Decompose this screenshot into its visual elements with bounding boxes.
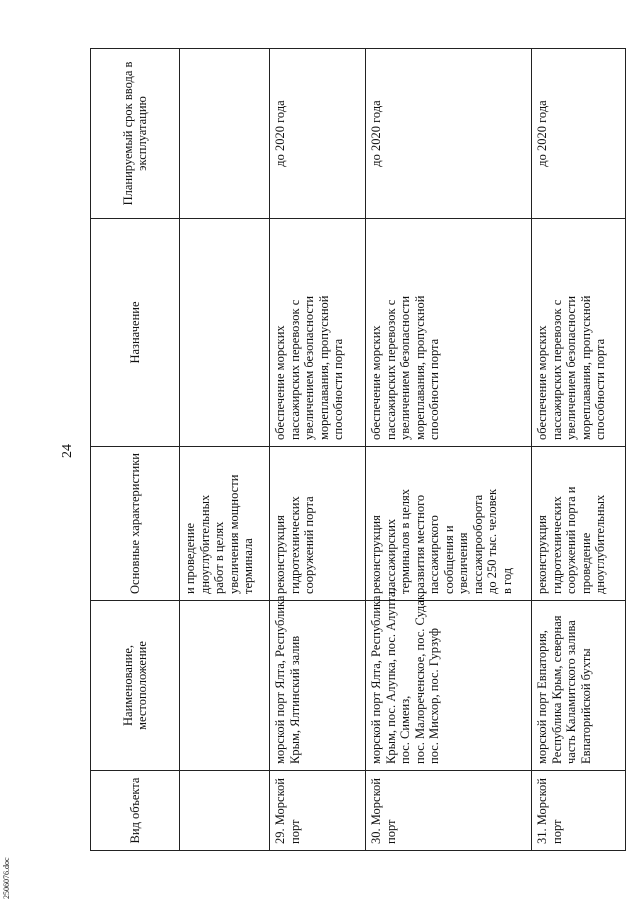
text-line: увеличения: [456, 532, 470, 594]
text-line: обеспечение морских: [273, 325, 287, 440]
text-line: и проведение: [183, 522, 197, 594]
cell-name: [532, 601, 626, 771]
text-line: мореплавания, пропускной: [412, 295, 427, 440]
cont-term: [180, 49, 270, 219]
cell-characteristics: [270, 447, 366, 601]
header-term: Планируемый срок ввода в эксплуатацию: [91, 49, 180, 219]
cell-kind: 29. Морской порт: [270, 771, 366, 851]
table-row: [532, 49, 626, 851]
text-line: дноуглубительных: [197, 494, 212, 594]
text-line: обеспечение морских: [369, 325, 383, 440]
cell-kind: 31. Морской порт: [532, 771, 626, 851]
cell-kind: 30. Морской порт: [366, 771, 532, 851]
text-line: увеличения мощности: [226, 474, 241, 594]
cont-name: [180, 601, 270, 771]
text-line: терминалов в целях: [398, 488, 412, 594]
text-line: до 250 тыс. человек: [485, 488, 499, 594]
cell-characteristics: [366, 447, 532, 601]
text-line: мореплавания, пропускной: [578, 295, 593, 440]
text-line: пассажирских перевозок с: [549, 299, 564, 440]
text-line: проведение: [578, 532, 593, 594]
header-characteristics: Основные характеристики: [91, 447, 180, 601]
cell-characteristics: [532, 447, 626, 601]
text-line: пассажирских перевозок с: [383, 299, 398, 440]
cell-purpose: [270, 219, 366, 447]
text-line: работ в целях: [212, 521, 226, 594]
text-line: морской порт Ялта, Республика: [369, 595, 383, 764]
cell-term: до 2020 года: [270, 49, 366, 219]
text-line: сооружений порта: [302, 496, 316, 594]
text-line: развития местного: [412, 494, 427, 594]
text-line: реконструкция: [535, 515, 549, 594]
text-line: морской порт Ялта, Республика: [273, 595, 287, 764]
text-line: увеличением безопасности: [302, 295, 316, 440]
text-line: терминала: [241, 538, 255, 594]
cell-purpose: [366, 219, 532, 447]
header-purpose: Назначение: [91, 219, 180, 447]
text-line: пассажирских перевозок с: [287, 299, 302, 440]
text-line: способности порта: [593, 338, 607, 440]
doc-id: 2506076.doc: [2, 857, 11, 899]
cell-term: до 2020 года: [532, 49, 626, 219]
cell-name: [366, 588, 532, 771]
text-line: обеспечение морских: [535, 325, 549, 440]
header-name: Наименование, местоположение: [91, 601, 180, 771]
text-line: пос. Мисхор, пос. Гурзуф: [427, 628, 441, 764]
text-line: способности порта: [427, 338, 441, 440]
table-row: [366, 49, 532, 851]
text-line: гидротехнических: [287, 496, 302, 594]
text-line: часть Каламитского залива: [564, 620, 578, 764]
header-kind: Вид объекта: [91, 771, 180, 851]
text-line: увеличением безопасности: [398, 295, 412, 440]
text-line: пассажирского: [427, 515, 441, 594]
text-line: Республика Крым, северная: [549, 615, 564, 764]
text-line: сообщения и: [441, 525, 456, 594]
text-line: пос. Симеиз,: [398, 695, 412, 764]
text-line: реконструкция: [369, 515, 383, 594]
objects-table: [90, 48, 626, 851]
text-line: увеличением безопасности: [564, 295, 578, 440]
text-line: пассажирских: [383, 518, 398, 594]
continuation-row: [180, 49, 270, 851]
text-line: сооружений порта и: [564, 486, 578, 594]
text-line: гидротехнических: [549, 496, 564, 594]
cell-purpose: [532, 219, 626, 447]
text-line: морской порт Евпатория,: [535, 630, 549, 764]
cont-kind: [180, 771, 270, 851]
text-line: Евпаторийской бухты: [578, 648, 593, 764]
text-line: способности порта: [331, 338, 345, 440]
table-header-row: [91, 49, 180, 851]
text-line: пос. Малореченское, пос. Судак,: [412, 590, 427, 764]
cell-term: до 2020 года: [366, 49, 532, 219]
cont-characteristics: [180, 447, 270, 601]
text-line: мореплавания, пропускной: [316, 295, 331, 440]
cont-purpose: [180, 219, 270, 447]
text-line: дноуглубительных: [593, 494, 607, 594]
text-line: Крым, пос. Алупка, пос. Алупта,: [383, 588, 398, 764]
table-row: [270, 49, 366, 851]
text-line: в год: [499, 567, 514, 594]
cell-name: [270, 595, 366, 771]
text-line: реконструкция: [273, 515, 287, 594]
page-number: 24: [60, 444, 75, 458]
text-line: Крым, Ялтинский залив: [287, 635, 302, 764]
text-line: пассажирооборота: [470, 494, 485, 594]
